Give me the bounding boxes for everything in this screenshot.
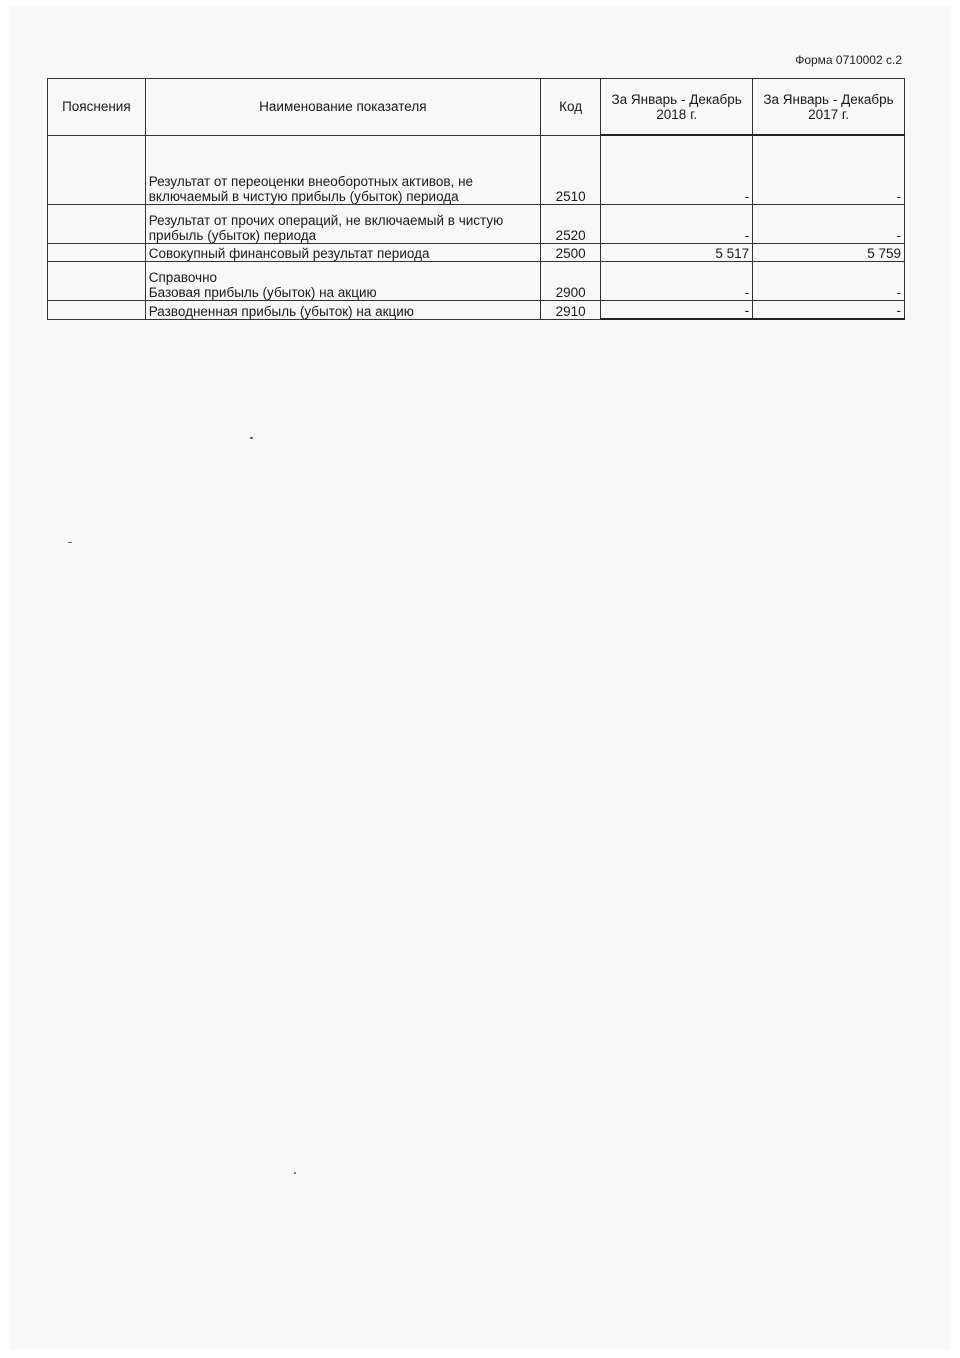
row-explanation	[48, 262, 146, 301]
table-row	[48, 135, 905, 205]
row-value-2018: -	[601, 135, 753, 205]
header-indicator-name: Наименование показателя	[145, 79, 540, 136]
scan-speck	[250, 437, 253, 439]
row-indicator-name-text: Базовая прибыль (убыток) на акцию	[148, 285, 377, 300]
financial-results-table	[47, 78, 905, 320]
scan-speck	[68, 542, 72, 543]
row-indicator-name: Разводненная прибыль (убыток) на акцию	[145, 301, 540, 320]
row-indicator-name	[145, 262, 540, 301]
row-code: 2500	[540, 244, 600, 262]
row-value-2017: -	[753, 205, 905, 244]
table-header-row	[48, 79, 905, 136]
row-explanation	[48, 135, 146, 205]
row-value-2017: 5 759	[753, 244, 905, 262]
header-period-2017: За Январь - Декабрь 2017 г.	[753, 79, 905, 136]
header-period-2018: За Январь - Декабрь 2018 г.	[601, 79, 753, 136]
row-value-2017: -	[753, 135, 905, 205]
row-code: 2900	[540, 262, 600, 301]
row-explanation	[48, 301, 146, 320]
table-row	[48, 301, 905, 320]
table-row	[48, 205, 905, 244]
row-explanation	[48, 205, 146, 244]
row-code: 2520	[540, 205, 600, 244]
row-indicator-name: Результат от переоценки внеоборотных активов, не включаемый в чистую прибыль (убыток) периода	[145, 135, 540, 205]
row-value-2018: -	[601, 205, 753, 244]
row-value-2018: -	[601, 262, 753, 301]
header-code: Код	[540, 79, 600, 136]
row-indicator-name: Совокупный финансовый результат периода	[145, 244, 540, 262]
row-value-2017: -	[753, 262, 905, 301]
row-code: 2910	[540, 301, 600, 320]
table-row	[48, 244, 905, 262]
row-value-2018: 5 517	[601, 244, 753, 262]
row-note-label: Справочно	[148, 270, 218, 285]
row-indicator-name: Результат от прочих операций, не включаемый в чистую прибыль (убыток) периода	[145, 205, 540, 244]
row-explanation	[48, 244, 146, 262]
form-code: Форма 0710002 с.2	[795, 53, 902, 67]
header-explanations: Пояснения	[48, 79, 146, 136]
row-value-2017: -	[753, 301, 905, 320]
row-value-2018: -	[601, 301, 753, 320]
table-row	[48, 262, 905, 301]
scan-speck	[294, 1172, 296, 1174]
row-code: 2510	[540, 135, 600, 205]
